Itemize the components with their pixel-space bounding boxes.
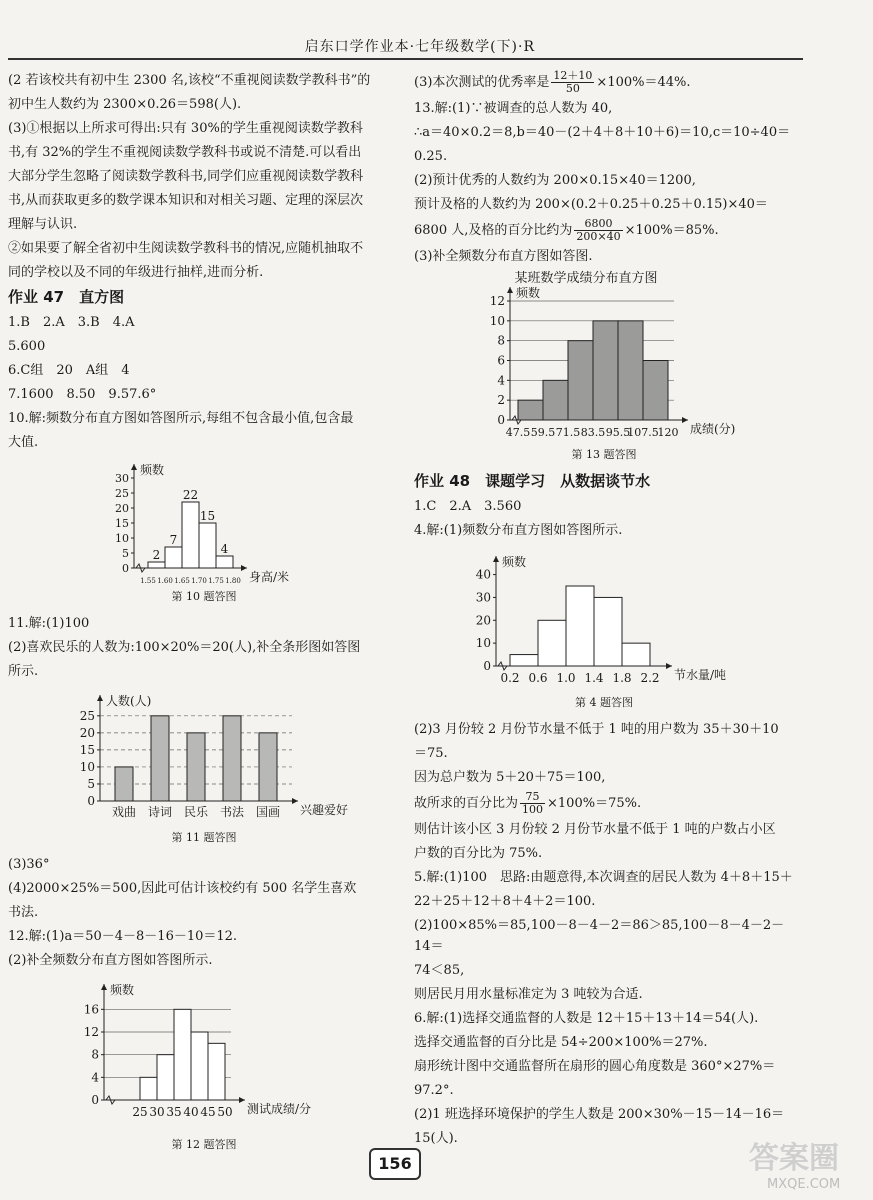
text-line: 初中生人数约为 2300×0.26＝598(人). [8,97,242,112]
answer-line: 1.B 2.A 3.B 4.A [8,315,135,330]
bar [543,380,568,420]
text-span: ×100%＝85%. [624,223,719,238]
y-axis-label: 人数(人) [106,694,152,708]
bar [622,643,650,666]
x-axis-arrow [241,565,247,571]
x-tick-label: 40 [183,1105,199,1119]
answer-line: 12.解:(1)a＝50－4－8－16－10＝12. [8,929,238,944]
text-line: (3)①根据以上所求可得出:只有 30%的学生重视阅读数学教科 [8,121,363,136]
fraction-denominator: 50 [565,82,580,95]
bar [151,716,169,801]
x-tick-label: 1.0 [556,671,576,685]
x-axis-arrow [682,417,688,423]
answer-line: 则估计该小区 3 月份较 2 月份节水量不低于 1 吨的户数占小区 [414,822,776,837]
y-tick-label: 4 [497,373,505,388]
answer-line: 因为总户数为 5＋20＋75＝100, [414,770,606,785]
watermark-text: 答案圈 [749,1141,839,1176]
histogram-q4 [414,544,794,690]
running-title: 启东口学作业本·七年级数学(下)·R [304,39,535,55]
fraction-denominator: 200×40 [576,230,621,243]
section-title-48: 作业 48 课题学习 从数据谈节水 [414,472,651,490]
y-tick-label: 30 [115,472,129,485]
watermark-logo [745,1134,863,1194]
answer-line: 13.解:(1)∵被调查的总人数为 40, [414,101,613,116]
right-column [414,70,794,1152]
y-tick-label: 10 [79,759,95,774]
y-tick-label: 2 [497,393,505,408]
x-tick-label: 35 [166,1105,182,1119]
category-label: 民乐 [183,805,209,819]
y-tick-label: 0 [497,413,505,427]
fraction-numerator: 6800 [574,218,622,231]
answer-line: 书法. [8,905,39,920]
x-axis-label: 成绩(分) [690,422,736,436]
y-tick-label: 0 [483,659,491,673]
text-line: ②如果要了解全省初中生阅读数学教科书的情况,应随机抽取不 [8,241,364,256]
y-axis-arrow [101,984,107,990]
histogram-q12 [8,974,400,1132]
answer-line: (4)2000×25%＝500,因此可估计该校约有 500 名学生喜欢 [8,881,357,896]
data-label: 7 [169,533,178,547]
y-tick-label: 0 [91,1093,99,1107]
bar [199,523,216,568]
category-label: 戏曲 [111,805,137,819]
x-tick-label: 2.2 [640,671,660,685]
answer-line [414,218,794,243]
answer-line: 所示. [8,664,39,679]
y-tick-label: 30 [475,590,491,605]
text-line: 同的学校以及不同的年级进行抽样,进而分析. [8,265,264,280]
text-line: (2 若该校共有初中生 2300 名,该校“不重视阅读数学教科书”的 [8,73,371,88]
category-label: 书法 [219,805,245,819]
x-tick-label: 120 [657,426,679,439]
x-tick-label: 59.5 [530,426,556,439]
answer-line: 7.1600 8.50 9.57.6° [8,387,157,402]
x-axis-arrow [292,798,298,804]
y-axis-arrow [493,556,499,562]
x-tick-label: 83.5 [580,426,606,439]
bar [643,361,668,421]
x-tick-label: 47.5 [505,426,531,439]
y-tick-label: 12 [489,294,505,308]
bar [187,733,205,801]
answer-line: 22＋25＋12＋8＋4＋2＝100. [414,894,596,909]
answer-line: 5.600 [8,339,46,354]
text-span: (3)本次测试的优秀率是 [414,75,550,90]
category-label: 国画 [255,805,281,819]
caption-q13: 第 13 题答图 [571,448,637,461]
caption-q12: 第 12 题答图 [171,1138,237,1151]
caption-q4: 第 4 题答图 [575,696,633,709]
x-tick-label: 1.70 [191,577,207,584]
answer-line: 选择交通监督的百分比是 54÷200×100%＝27%. [414,1035,708,1050]
header-rule [8,58,803,60]
x-tick-label: 1.65 [174,577,190,584]
section-title-47: 作业 47 直方图 [8,288,125,306]
answer-line: 10.解:频数分布直方图如答图所示,每组不包含最小值,包含最 [8,411,354,426]
bar [182,502,199,568]
x-tick-label: 1.55 [140,577,156,584]
y-tick-label: 5 [122,547,129,560]
x-axis-arrow [239,1097,245,1103]
fraction [520,791,545,816]
bar [157,1055,174,1100]
text-line: 书,有 32%的学生不重视阅读数学教科书或说不清楚.可以看出 [8,145,362,160]
y-tick-label: 5 [87,776,95,791]
x-tick-label: 1.8 [612,671,632,685]
y-axis-arrow [131,464,137,470]
y-tick-label: 25 [79,708,95,723]
page-header [0,0,873,62]
bar [223,716,241,801]
bar [208,1043,225,1100]
answer-line: 户数的百分比为 75%. [414,846,543,861]
y-tick-label: 20 [79,725,95,740]
caption-q11: 第 11 题答图 [171,831,237,844]
y-axis-label: 频数 [502,555,527,569]
answer-line: 1.C 2.A 3.560 [414,499,522,514]
y-tick-label: 4 [91,1070,99,1085]
bar [593,321,618,420]
bar [165,547,182,568]
text-span: ×100%＝75%. [547,796,642,811]
answer-line: 4.解:(1)频数分布直方图如答图所示. [414,523,623,538]
answer-line: 则居民月用水量标准定为 3 吨较为合适. [414,987,643,1002]
x-tick-label: 1.60 [157,577,173,584]
y-axis-arrow [97,695,103,701]
answer-line: (2)预计优秀的人数约为 200×0.15×40＝1200, [414,173,696,188]
answer-line: 0.25. [414,149,448,164]
x-tick-label: 107.5 [627,426,659,439]
y-tick-label: 16 [83,1002,99,1017]
x-tick-label: 95.5 [605,426,631,439]
answer-line: 97.2°. [414,1083,454,1098]
y-tick-label: 20 [475,613,491,628]
bar [538,620,566,666]
answer-line: (2)喜欢民乐的人数为:100×20%＝20(人),补全条形图如答图 [8,640,361,655]
bar [140,1077,157,1100]
answer-line: 15(人). [414,1131,458,1146]
left-column [8,70,400,1161]
answer-line: 扇形统计图中交通监督所在扇形的圆心角度数是 360°×27%＝ [414,1059,776,1074]
data-label: 4 [220,542,229,556]
y-tick-label: 10 [115,532,129,545]
histogram-q13 [414,270,794,442]
x-axis-label: 兴趣爱好 [300,803,349,817]
x-tick-label: 0.2 [500,671,520,685]
answer-line: (2)3 月份较 2 月份节水量不低于 1 吨的用户数为 35＋30＋10 [414,722,779,737]
x-axis-arrow [666,663,672,669]
bar [115,767,133,801]
y-tick-label: 25 [115,487,129,500]
bar [510,655,538,666]
answer-line [414,791,794,816]
caption-q10: 第 10 题答图 [171,590,237,603]
y-tick-label: 20 [115,502,129,515]
fraction [574,218,622,243]
answer-line: 大值. [8,435,39,450]
y-axis-label: 频数 [516,286,541,300]
y-tick-label: 0 [87,794,95,808]
fraction-numerator: 75 [520,791,545,804]
x-tick-label: 1.75 [208,577,224,584]
answer-line: (3)36° [8,857,50,872]
x-tick-label: 1.80 [225,577,241,584]
bar [148,562,165,568]
text-line: 书,从而获取更多的数学课本知识和对相关习题、定理的深层次 [8,193,364,208]
answer-line: 11.解:(1)100 [8,616,90,631]
y-tick-label: 8 [497,333,505,348]
bar [191,1032,208,1100]
text-line: 理解与认识. [8,217,78,232]
text-line: 大部分学生忽略了阅读数学教科书,同学们应重视阅读数学教科 [8,169,364,184]
x-tick-label: 0.6 [528,671,548,685]
answer-line: (2)1 班选择环境保护的学生人数是 200×30%－15－14－16＝ [414,1107,785,1122]
text-span: 6800 人,及格的百分比约为 [414,223,573,238]
answer-line: (2)补全频数分布直方图如答图所示. [8,953,213,968]
x-axis-label: 节水量/吨 [674,668,727,682]
y-tick-label: 12 [83,1025,99,1039]
answer-line: 预计及格的人数约为 200×(0.2＋0.25＋0.25＋0.15)×40＝ [414,197,768,212]
bar-chart-q11 [8,685,400,825]
y-tick-label: 15 [79,742,95,757]
y-tick-label: 6 [497,353,505,368]
answer-line [414,70,794,95]
y-tick-label: 10 [475,636,491,651]
answer-line: 5.解:(1)100 思路:由题意得,本次调查的居民人数为 4＋8＋15＋ [414,870,793,885]
chart-title: 某班数学成绩分布直方图 [514,271,658,286]
y-axis-label: 频数 [110,983,135,997]
data-label: 22 [182,488,199,502]
text-span: ×100%＝44%. [596,75,691,90]
bar [594,597,622,666]
bar [216,556,233,568]
x-tick-label: 1.4 [584,671,604,685]
answer-line: (2)100×85%＝85,100－8－4－2＝86＞85,100－8－4－2－14＝ [414,918,785,954]
data-label: 2 [152,548,161,562]
y-axis-label: 频数 [140,463,165,477]
answer-line: ＝75. [414,746,448,761]
bar [259,733,277,801]
y-tick-label: 15 [115,517,129,530]
answer-line: ∴a＝40×0.2＝8,b＝40－(2＋4＋8＋10＋6)＝10,c＝10÷40＝ [414,125,791,140]
x-tick-label: 25 [132,1105,148,1119]
watermark-url: MXQE.COM [767,1177,841,1192]
x-tick-label: 30 [149,1105,165,1119]
y-axis-arrow [507,287,513,293]
y-tick-label: 40 [475,567,491,582]
data-label: 15 [199,509,216,523]
bar [568,341,593,420]
answer-line: 6.C组 20 A组 4 [8,363,130,378]
answer-line: 6.解:(1)选择交通监督的人数是 12＋15＋13＋14＝54(人). [414,1011,759,1026]
y-tick-label: 0 [122,562,129,575]
answer-line: 74＜85, [414,963,465,978]
text-span: 故所求的百分比为 [414,796,519,811]
x-tick-label: 45 [200,1105,216,1119]
y-tick-label: 8 [91,1047,99,1062]
fraction-numerator: 12＋10 [553,69,593,82]
bar [518,400,543,420]
fraction [551,70,594,95]
answer-line: (3)补全频数分布直方图如答图. [414,249,593,264]
x-axis-label: 测试成绩/分 [247,1102,312,1116]
x-tick-label: 50 [217,1105,233,1119]
histogram-q10 [8,456,400,584]
bar [618,321,643,420]
x-axis-label: 身高/米 [249,570,290,584]
page-number: 156 [369,1148,421,1180]
bar [174,1009,191,1100]
category-label: 诗词 [147,805,173,819]
y-tick-label: 10 [489,313,505,328]
bar [566,586,594,666]
x-tick-label: 71.5 [555,426,581,439]
fraction-denominator: 100 [522,803,544,816]
